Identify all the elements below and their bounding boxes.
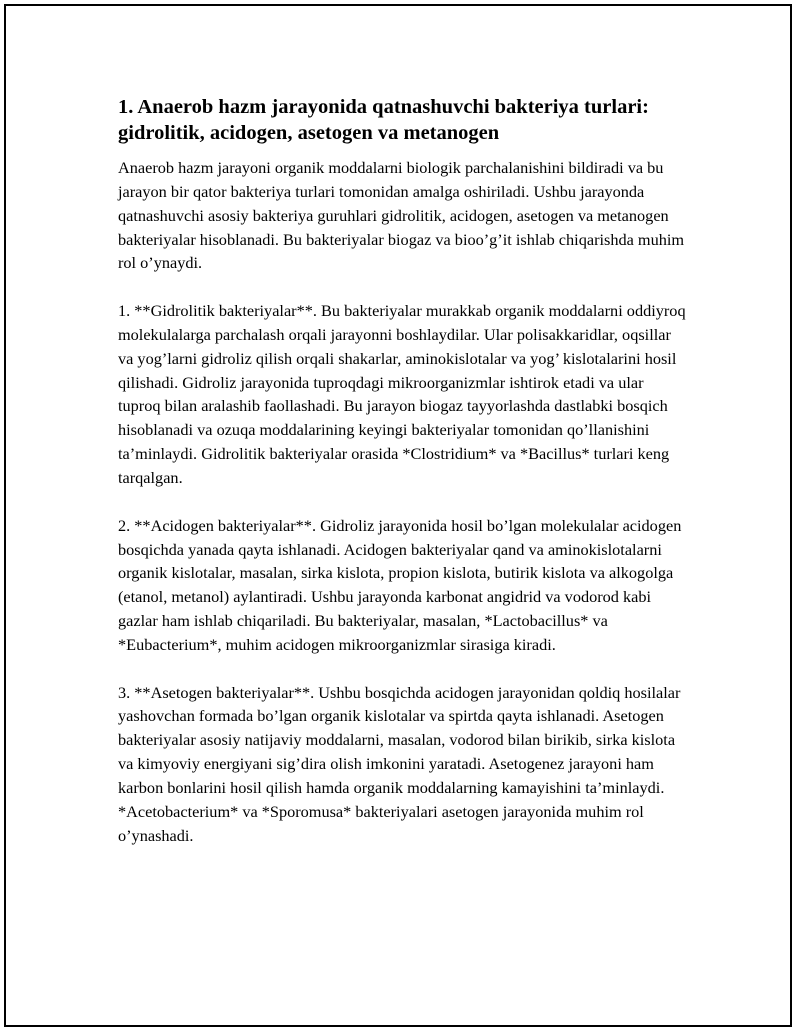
intro-paragraph: Anaerob hazm jarayoni organik moddalarni biologik parchalanishini bildiradi va bu jarayon bir qator bakteriya turlari tomonidan amalga oshiriladi. Ushbu jarayonda qatnashuvchi asosiy bakteriya guruhlari gidrolitik, acidogen, asetogen va metanogen bakteriyalar hisoblanadi. Bu bakteriyalar biogaz va bioo’g’it ishlab chiqarishda muhim rol o’ynaydi. (118, 158, 685, 273)
document-body (118, 94, 690, 871)
hydrolytic-bacteria-paragraph: 1. **Gidrolitik bakteriyalar**. Bu bakteriyalar murakkab organik moddalarni oddiyroq molekulalarga parchalash orqali jarayonni boshlaydilar. Ular polisakkaridlar, oqsillar va yog’larni gidroliz qilish orqali shakarlar, aminokislotalar va yog’ kislotalarini hosil qilishadi. Gidroliz jarayonida tuproqdagi mikroorganizmlar ishtirok etadi va ular tuproq bilan aralashib faollashadi. Bu jarayon biogaz tayyorlashda dastlabki bosqich hisoblanadi va ozuqa moddalarining keyingi bakteriyalar tomonidan qo’llanishini ta’minlaydi. Gidrolitik bakteriyalar orasida *Clostridium* va *Bacillus* turlari keng tarqalgan. (118, 301, 686, 487)
section-heading: 1. Anaerob hazm jarayonida qatnashuvchi bakteriya turlari: gidrolitik, acidogen, asetogen va metanogen (118, 96, 649, 144)
acidogen-bacteria-paragraph: 2. **Acidogen bakteriyalar**. Gidroliz jarayonida hosil bo’lgan molekulalar acidogen bosqichda yanada qayta ishlanadi. Acidogen bakteriyalar qand va aminokislotalarni organik kislotalar, masalan, sirka kislota, propion kislota, butirik kislota va alkogolga (etanol, metanol) aylantiradi. Ushbu jarayonda karbonat angidrid va vodorod kabi gazlar ham ishlab chiqariladi. Bu bakteriyalar, masalan, *Lactobacillus* va *Eubacterium*, muhim acidogen mikroorganizmlar sirasiga kiradi. (118, 515, 682, 654)
asetogen-bacteria-paragraph: 3. **Asetogen bakteriyalar**. Ushbu bosqichda acidogen jarayonidan qoldiq hosilalar yashovchan formada bo’lgan organik kislotalar va spirtda qayta ishlanadi. Asetogen bakteriyalar asosiy natijaviy moddalarni, masalan, vodorod bilan birikib, sirka kislota va kimyoviy energiyani sig’dira olish imkonini yaratadi. Asetogenez jarayoni ham karbon bonlarini hosil qilish hamda organik moddalarning kamayishini ta’minlaydi. *Acetobacterium* va *Sporomusa* bakteriyalari asetogen jarayonida muhim rol o’ynashadi. (118, 682, 681, 845)
